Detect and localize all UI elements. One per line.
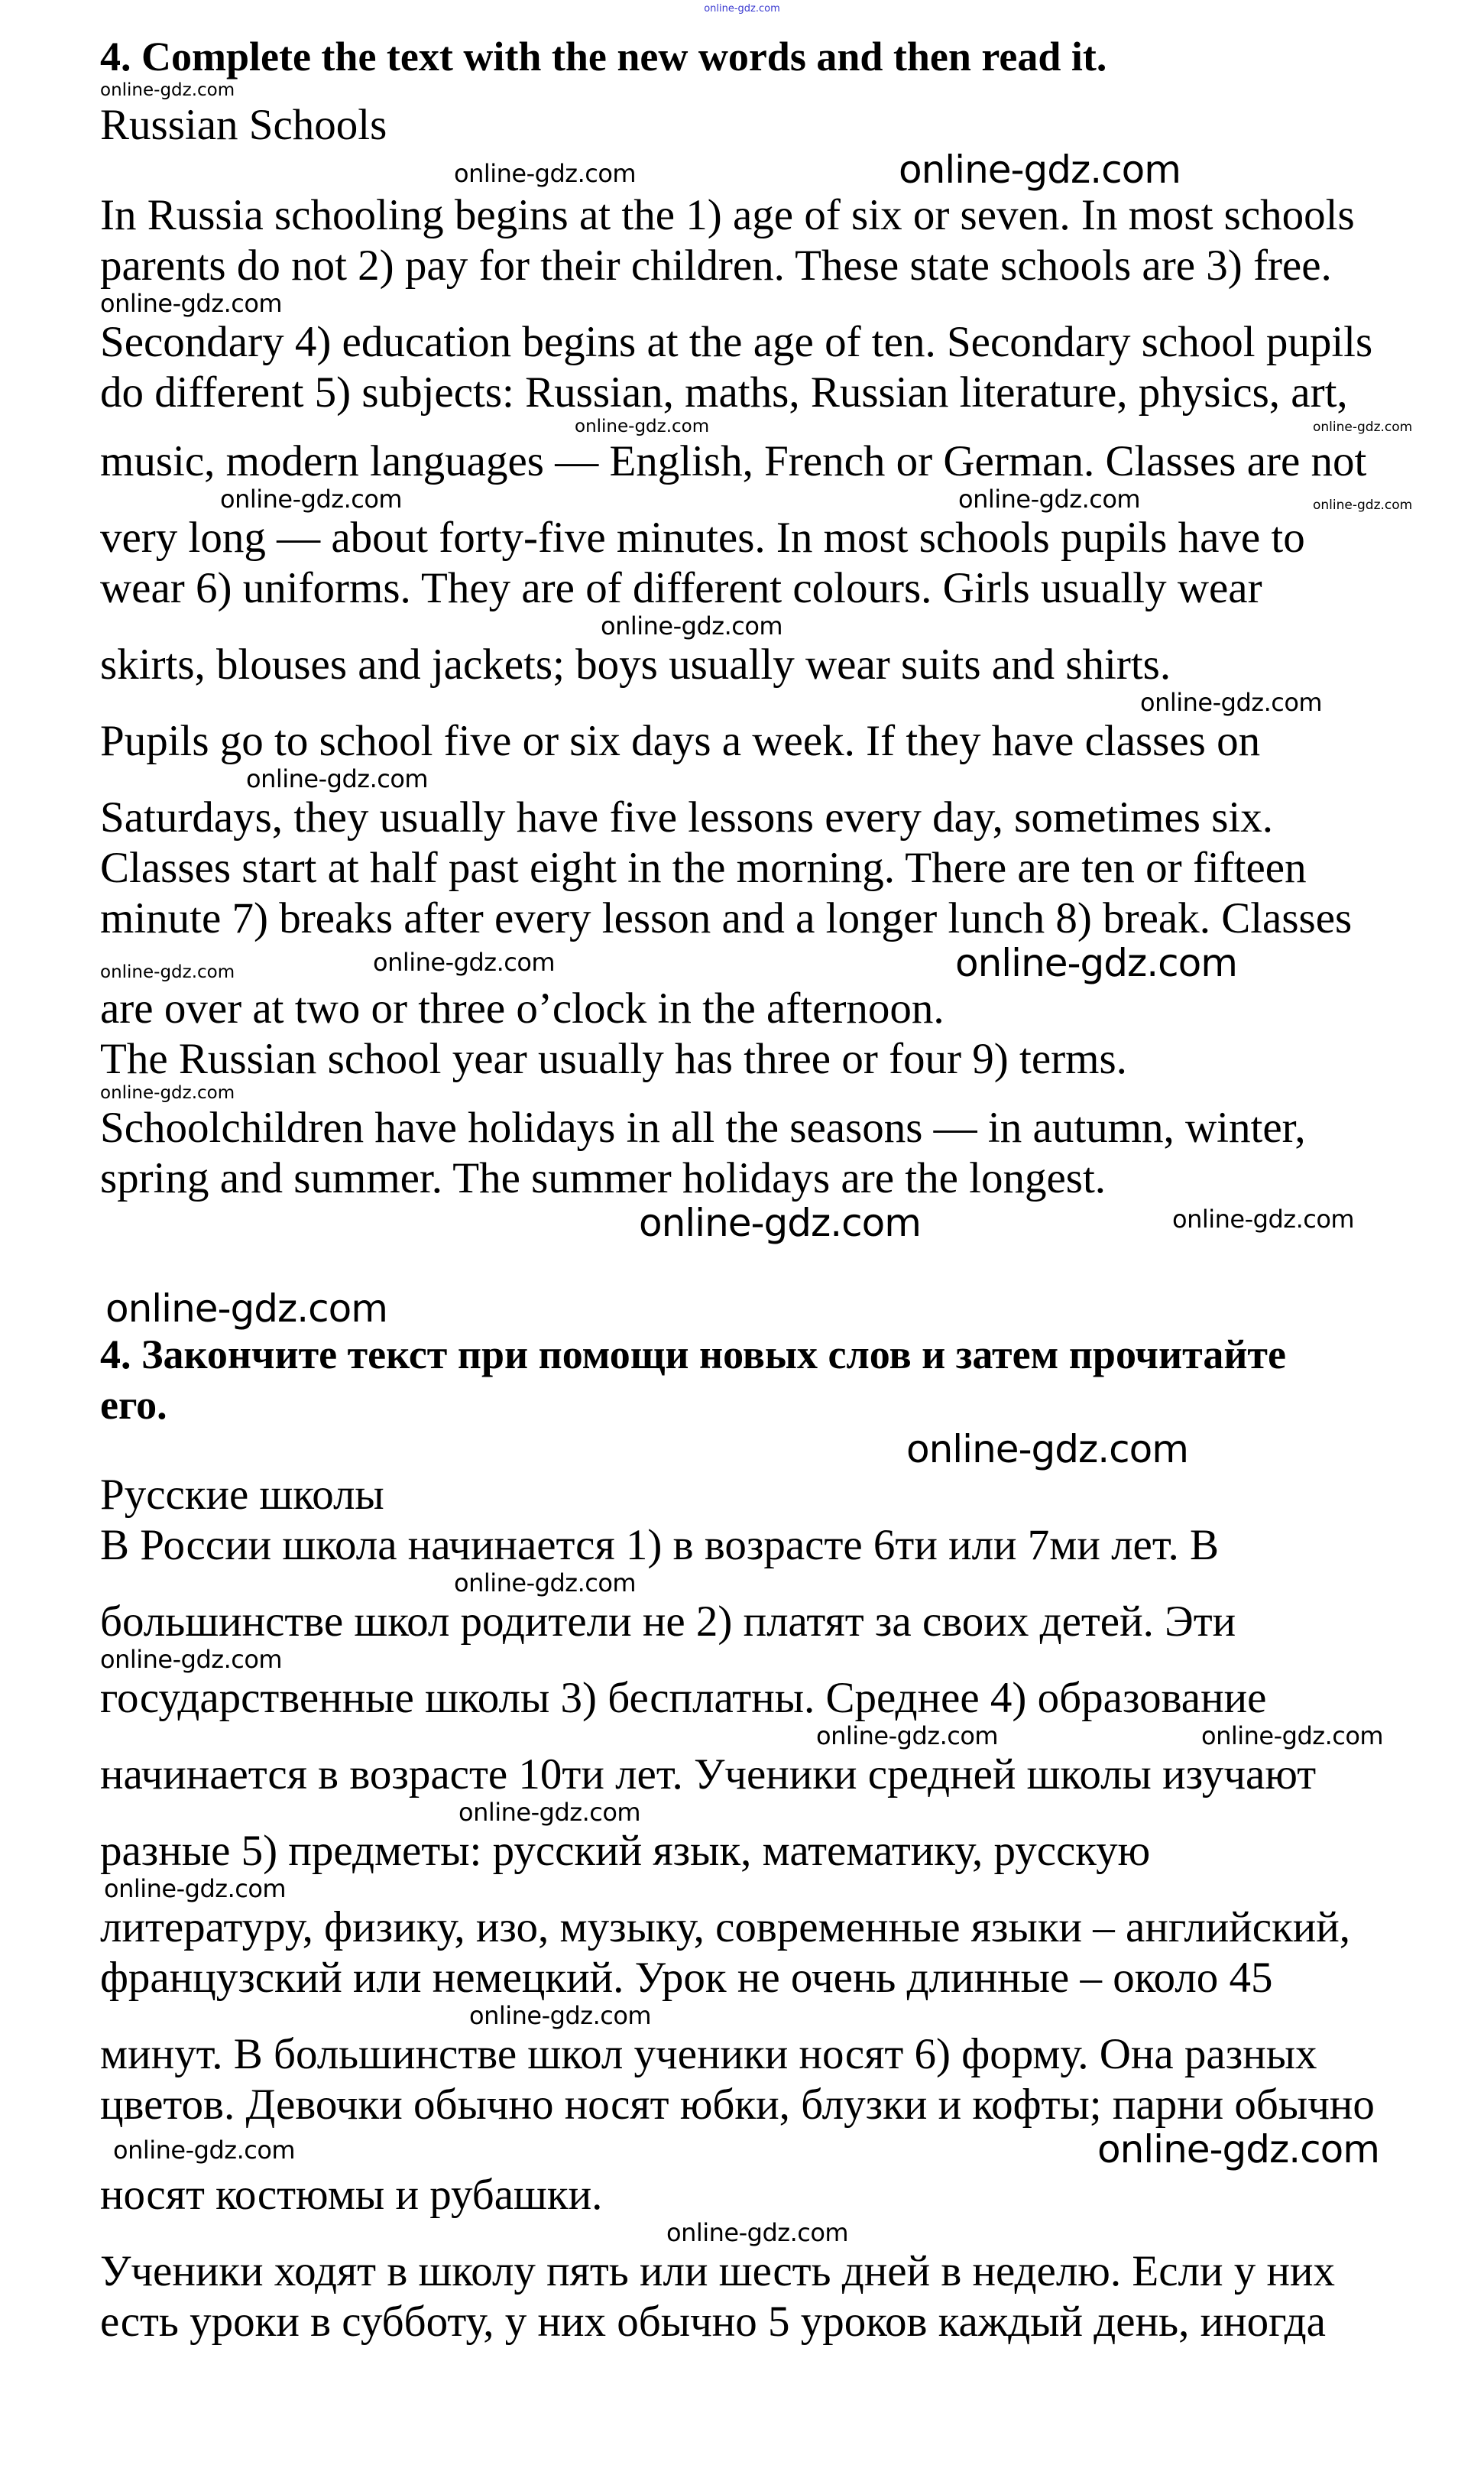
text-line: разные 5) предметы: русский язык, математику, русскую [100, 1827, 1151, 1875]
watermark: online-gdz.com [1313, 420, 1413, 435]
watermark: online-gdz.com [100, 289, 283, 318]
watermark: online-gdz.com [100, 1645, 283, 1674]
watermark: online-gdz.com [958, 485, 1141, 514]
text-line: The Russian school year usually has three or four 9) terms. [100, 1035, 1127, 1083]
russian-section [100, 1329, 1484, 2347]
text-line: spring and summer. The summer holidays are the longest. [100, 1154, 1107, 1202]
exercise-heading-ru-cont: его. [100, 1382, 167, 1428]
watermark: online-gdz.com [454, 159, 637, 188]
watermark: online-gdz.com [113, 2136, 296, 2165]
watermark: online-gdz.com [955, 941, 1237, 985]
text-line: государственные школы 3) бесплатны. Среднее 4) образование [100, 1674, 1267, 1722]
text-line: Secondary 4) education begins at the age of ten. Secondary school pupils [100, 318, 1373, 366]
text-line: minute 7) breaks after every lesson and a longer lunch 8) break. Classes [100, 894, 1353, 942]
watermark: online-gdz.com [100, 80, 235, 100]
watermark: online-gdz.com [454, 1568, 637, 1597]
watermark: online-gdz.com [906, 1427, 1188, 1471]
watermark: online-gdz.com [220, 485, 403, 514]
text-line: music, modern languages — English, French or German. Classes are not [100, 437, 1367, 485]
watermark-top: online-gdz.com [704, 3, 780, 15]
watermark: online-gdz.com [1140, 688, 1323, 717]
text-line: very long — about forty-five minutes. In most schools pupils have to [100, 514, 1305, 562]
watermark: online-gdz.com [899, 148, 1181, 192]
text-line: Pupils go to school five or six days a week. If they have classes on [100, 717, 1261, 765]
text-line: литературу, физику, изо, музыку, современные языки – английский, [100, 1903, 1351, 1951]
watermark: online-gdz.com [666, 2218, 849, 2247]
text-line: носят костюмы и рубашки. [100, 2171, 603, 2219]
text-line: do different 5) subjects: Russian, maths, Russian literature, physics, art, [100, 368, 1348, 417]
watermark: online-gdz.com [575, 417, 710, 436]
watermark: online-gdz.com [1172, 1205, 1355, 1234]
text-line: Schoolchildren have holidays in all the seasons — in autumn, winter, [100, 1104, 1306, 1152]
text-line: В России школа начинается 1) в возрасте 6ти или 7ми лет. В [100, 1521, 1219, 1569]
text-title-en: Russian Schools [100, 101, 387, 149]
exercise-heading-ru: 4. Закончите текст при помощи новых слов и затем прочитайте [100, 1331, 1286, 1377]
watermark: online-gdz.com [100, 1083, 235, 1103]
text-line: Ученики ходят в школу пять или шесть дней в неделю. Если у них [100, 2247, 1335, 2295]
watermark: online-gdz.com [458, 1798, 641, 1827]
english-section [100, 15, 1484, 1329]
watermark: online-gdz.com [246, 764, 429, 793]
text-title-ru: Русские школы [100, 1471, 384, 1519]
watermark: online-gdz.com [100, 962, 235, 982]
text-line: цветов. Девочки обычно носят юбки, блузки и кофты; парни обычно [100, 2081, 1375, 2129]
text-line: parents do not 2) pay for their children. These state schools are 3) free. [100, 242, 1332, 290]
text-line: французский или немецкий. Урок не очень длинные – около 45 [100, 1954, 1273, 2002]
watermark: online-gdz.com [639, 1201, 921, 1245]
text-line: are over at two or three o’clock in the afternoon. [100, 984, 945, 1033]
watermark: online-gdz.com [601, 611, 783, 641]
text-line: минут. В большинстве школ ученики носят 6) форму. Она разных [100, 2030, 1317, 2078]
text-line: Saturdays, they usually have five lessons every day, sometimes six. [100, 793, 1273, 842]
text-line: skirts, blouses and jackets; boys usually wear suits and shirts. [100, 641, 1171, 689]
watermark: online-gdz.com [816, 1721, 999, 1750]
text-line: wear 6) uniforms. They are of different colours. Girls usually wear [100, 564, 1262, 612]
text-line: есть уроки в субботу, у них обычно 5 уроков каждый день, иногда [100, 2298, 1326, 2346]
watermark: online-gdz.com [1201, 1721, 1384, 1750]
text-line: начинается в возрасте 10ти лет. Ученики средней школы изучают [100, 1750, 1317, 1798]
watermark: online-gdz.com [469, 2001, 652, 2030]
watermark: online-gdz.com [1313, 498, 1413, 513]
text-line: Classes start at half past eight in the morning. There are ten or fifteen [100, 844, 1307, 892]
watermark: online-gdz.com [104, 1874, 287, 1903]
text-line: большинстве школ родители не 2) платят за своих детей. Эти [100, 1597, 1236, 1646]
exercise-heading-en: 4. Complete the text with the new words and then read it. [100, 34, 1107, 79]
watermark: online-gdz.com [1097, 2127, 1379, 2171]
text-line: In Russia schooling begins at the 1) age of six or seven. In most schools [100, 191, 1355, 239]
watermark: online-gdz.com [373, 948, 556, 977]
watermark: online-gdz.com [105, 1286, 387, 1331]
